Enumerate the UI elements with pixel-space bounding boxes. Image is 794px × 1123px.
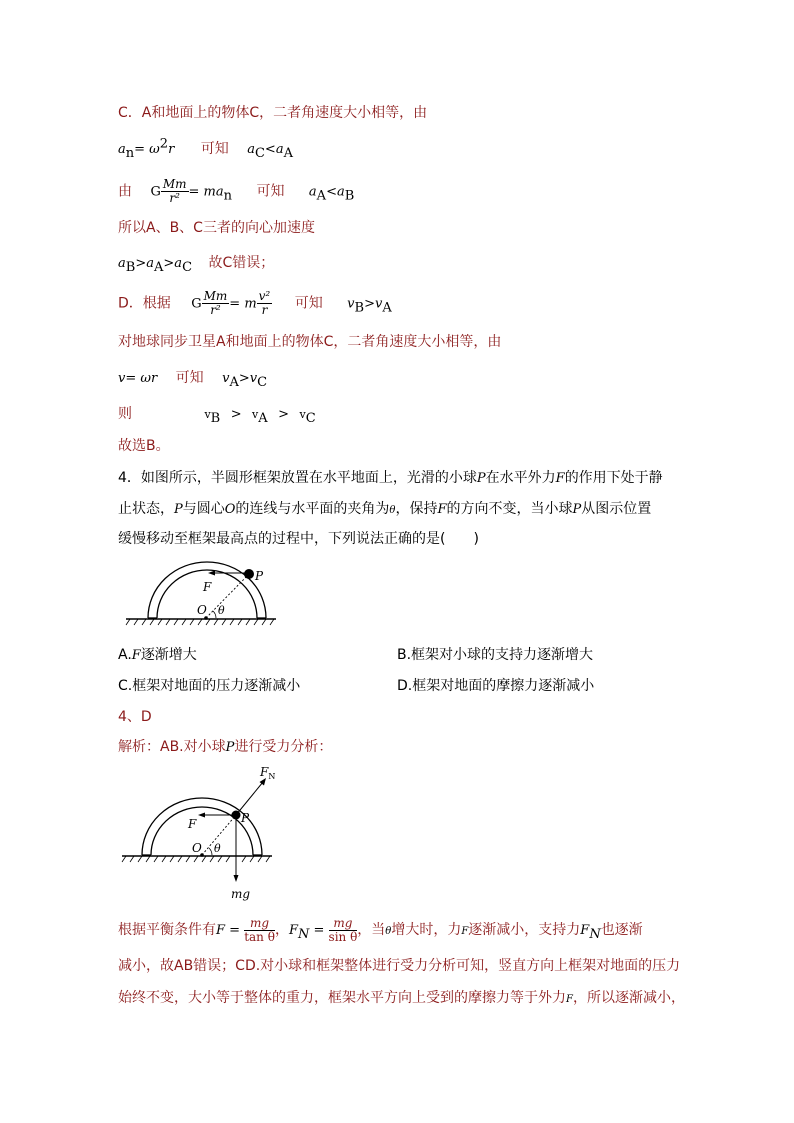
analysis-line: 解析：AB.对小球P进行受力分析： [118,739,333,755]
conclusion-line1: 根据平衡条件有F = $\frac{mg}{\text{tan θ}}$ ，$F_N$ = $\frac{mg}{\text{sin θ}}$ ，当θ增大时，力F逐渐减小，支持力$F_N$也逐渐 [118,915,643,944]
option-d-line: D．根据 G $\frac{Mm}{\text{r²}}$ = m $\frac{\text{v²}}{r}$ 可知 $v_B>v_A$ [118,289,392,317]
label-fn: $F_N$ [260,765,276,781]
sync-line: 对地球同步卫星A和地面上的物体C，二者角速度大小相等，由 [118,334,502,350]
conclusion-line2: 减小，故AB错误；CD.对小球和框架整体进行受力分析可知，竖直方向上框架对地面的压力 [118,958,681,974]
q4-stem-line3: 缓慢移动至框架最高点的过程中，下列说法正确的是( ) [118,531,479,547]
force-analysis-diagram [118,760,278,904]
ze-line: 则 $v_B > v_A > v_C$ [118,406,316,426]
label-p: P [241,811,250,825]
label-mg: mg [231,887,251,901]
guxuan-line: 故选B。 [118,438,170,454]
option-c[interactable]: C.框架对地面的压力逐渐减小 [118,678,301,694]
label-o: O [197,603,207,617]
answer-line: 4、D [118,709,152,725]
q4-stem-line1: 4．如图所示，半圆形框架放置在水平地面上，光滑的小球P在水平外力F的作用下处于静 [118,470,663,486]
semicircle-frame-diagram [124,556,284,632]
conclusion-line3: 始终不变，大小等于整体的重力，框架水平方向上受到的摩擦力等于外力F，所以逐渐减小， [118,990,685,1006]
label-theta: θ [214,842,221,855]
ground [126,619,276,625]
ground [122,856,272,862]
formula-order: $a_B>a_A>a_C$ 故C错误； [118,255,275,275]
label-theta: θ [218,604,225,617]
q4-stem-line2: 止状态，P与圆心O的连线与水平面的夹角为θ，保持F的方向不变，当小球P从图示位置 [118,501,652,517]
option-a[interactable]: A.F逐渐增大 [118,647,197,663]
label-f: F [188,817,197,831]
label-o: O [192,841,202,855]
force-mg-arrow [234,875,239,882]
force-f-arrow [208,571,215,576]
ball-p [244,569,254,579]
formula-gravity: 由 G $\frac{Mm}{\text{r²}}$ = $ma_n$ 可知 $a_A<a_B$ [118,177,355,205]
formula-v: v= ωr 可知 $v_A>v_C$ [118,370,268,390]
ball-p [232,811,241,820]
suoyi-line: 所以A、B、C三者的向心加速度 [118,220,315,236]
label-p: P [255,569,264,583]
force-f-arrow [198,813,205,818]
label-f: F [203,580,212,594]
frame-inner-arc [157,570,257,618]
radius-op [206,574,249,618]
option-d[interactable]: D.框架对地面的摩擦力逐渐减小 [397,678,595,694]
formula-an: $a_n= \omega^2r$ 可知 $a_C<a_A$ [118,136,293,161]
option-c-intro: C．A和地面上的物体C，二者角速度大小相等，由 [118,105,428,121]
option-b[interactable]: B.框架对小球的支持力逐渐增大 [397,647,594,663]
